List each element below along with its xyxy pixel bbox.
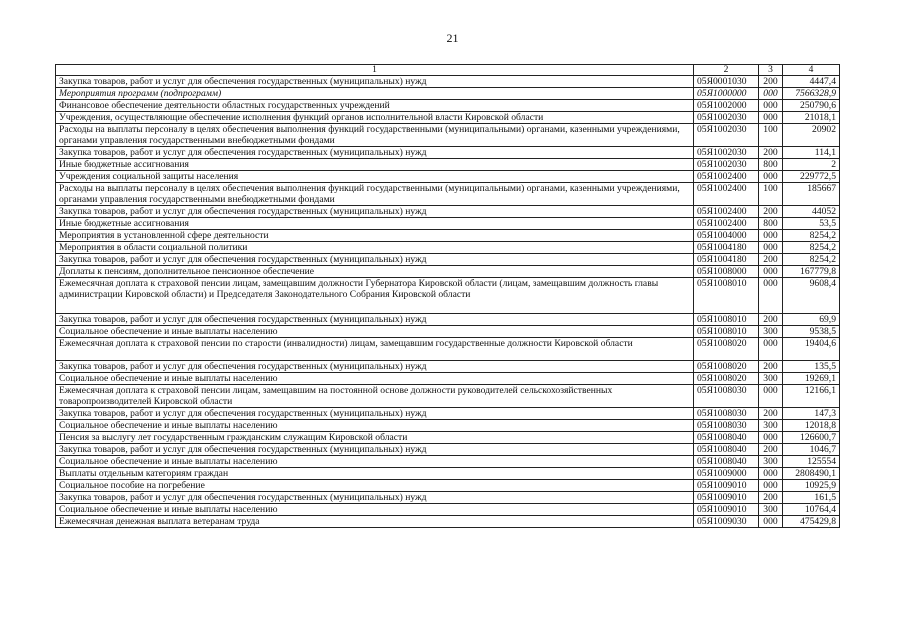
table-row	[56, 183, 840, 206]
row-name-cell: Учреждения социальной защиты населения	[56, 171, 694, 183]
row-sum-cell: 7566328,9	[783, 88, 840, 100]
column-header-code: 2	[694, 65, 759, 76]
row-code-cell: 05Я1009030	[694, 516, 759, 528]
row-sum-cell: 229772,5	[783, 171, 840, 183]
row-code-cell: 05Я1002030	[694, 124, 759, 147]
row-type-cell: 000	[759, 480, 783, 492]
row-type-cell: 000	[759, 385, 783, 408]
row-name-cell: Закупка товаров, работ и услуг для обеспечения государственных (муниципальных) нужд	[56, 492, 694, 504]
row-name-cell: Социальное обеспечение и иные выплаты населению	[56, 373, 694, 385]
table-row	[56, 266, 840, 278]
row-type-cell: 200	[759, 254, 783, 266]
row-name-cell: Иные бюджетные ассигнования	[56, 218, 694, 230]
table-row	[56, 326, 840, 338]
row-name-cell: Социальное обеспечение и иные выплаты населению	[56, 456, 694, 468]
row-sum-cell: 19269,1	[783, 373, 840, 385]
row-code-cell: 05Я1004180	[694, 254, 759, 266]
row-type-cell: 100	[759, 124, 783, 147]
row-type-cell: 200	[759, 408, 783, 420]
row-sum-cell: 135,5	[783, 361, 840, 373]
table-row	[56, 480, 840, 492]
row-type-cell: 000	[759, 278, 783, 314]
row-code-cell: 05Я1008040	[694, 432, 759, 444]
row-sum-cell: 475429,8	[783, 516, 840, 528]
row-name-cell: Мероприятия в области социальной политики	[56, 242, 694, 254]
table-row	[56, 100, 840, 112]
row-sum-cell: 2	[783, 159, 840, 171]
table-row	[56, 492, 840, 504]
column-header-name: 1	[56, 65, 694, 76]
row-name-cell: Закупка товаров, работ и услуг для обеспечения государственных (муниципальных) нужд	[56, 444, 694, 456]
row-type-cell: 300	[759, 326, 783, 338]
row-type-cell: 200	[759, 76, 783, 88]
row-name-cell: Мероприятия в установленной сфере деятельности	[56, 230, 694, 242]
table-row	[56, 206, 840, 218]
row-sum-cell: 250790,6	[783, 100, 840, 112]
row-name-cell: Закупка товаров, работ и услуг для обеспечения государственных (муниципальных) нужд	[56, 314, 694, 326]
row-sum-cell: 12166,1	[783, 385, 840, 408]
row-code-cell: 05Я1009010	[694, 504, 759, 516]
row-type-cell: 000	[759, 230, 783, 242]
row-code-cell: 05Я1008010	[694, 314, 759, 326]
row-code-cell: 05Я1008010	[694, 278, 759, 314]
row-code-cell: 05Я1004000	[694, 230, 759, 242]
table-row	[56, 420, 840, 432]
table-row	[56, 242, 840, 254]
row-name-cell: Расходы на выплаты персоналу в целях обеспечения выполнения функций государственными (муниципальными) органами, казенными учреждениями, органами управления государственными внебюджетными фондами	[56, 183, 694, 206]
row-code-cell: 05Я1008040	[694, 456, 759, 468]
row-sum-cell: 9608,4	[783, 278, 840, 314]
row-code-cell: 05Я1000000	[694, 88, 759, 100]
row-code-cell: 05Я1002400	[694, 183, 759, 206]
row-name-cell: Социальное обеспечение и иные выплаты населению	[56, 326, 694, 338]
table-row	[56, 444, 840, 456]
row-sum-cell: 4447,4	[783, 76, 840, 88]
row-code-cell: 05Я1008000	[694, 266, 759, 278]
row-name-cell: Финансовое обеспечение деятельности областных государственных учреждений	[56, 100, 694, 112]
row-sum-cell: 185667	[783, 183, 840, 206]
table-body	[56, 76, 840, 528]
row-code-cell: 05Я1002400	[694, 206, 759, 218]
table-row	[56, 76, 840, 88]
row-type-cell: 200	[759, 444, 783, 456]
row-sum-cell: 2808490,1	[783, 468, 840, 480]
table-row	[56, 338, 840, 361]
row-code-cell: 05Я1004180	[694, 242, 759, 254]
row-name-cell: Ежемесячная доплата к страховой пенсии лицам, замещавшим на постоянной основе должности руководителей сельскохозяйственных товаропроизводителей Кировской области	[56, 385, 694, 408]
row-name-cell: Закупка товаров, работ и услуг для обеспечения государственных (муниципальных) нужд	[56, 206, 694, 218]
table-row	[56, 88, 840, 100]
row-code-cell: 05Я1008020	[694, 361, 759, 373]
row-code-cell: 05Я1009000	[694, 468, 759, 480]
table-row	[56, 432, 840, 444]
row-sum-cell: 10764,4	[783, 504, 840, 516]
row-name-cell: Закупка товаров, работ и услуг для обеспечения государственных (муниципальных) нужд	[56, 76, 694, 88]
row-code-cell: 05Я1002030	[694, 147, 759, 159]
row-sum-cell: 1046,7	[783, 444, 840, 456]
table-row	[56, 124, 840, 147]
row-type-cell: 200	[759, 492, 783, 504]
row-type-cell: 300	[759, 504, 783, 516]
row-type-cell: 800	[759, 159, 783, 171]
row-type-cell: 200	[759, 206, 783, 218]
row-type-cell: 000	[759, 338, 783, 361]
row-code-cell: 05Я1002000	[694, 100, 759, 112]
row-name-cell: Социальное пособие на погребение	[56, 480, 694, 492]
row-type-cell: 200	[759, 314, 783, 326]
row-type-cell: 300	[759, 373, 783, 385]
row-type-cell: 000	[759, 88, 783, 100]
row-sum-cell: 20902	[783, 124, 840, 147]
table-row	[56, 456, 840, 468]
row-type-cell: 300	[759, 420, 783, 432]
row-name-cell: Социальное обеспечение и иные выплаты населению	[56, 420, 694, 432]
row-sum-cell: 10925,9	[783, 480, 840, 492]
table-row	[56, 147, 840, 159]
row-type-cell: 000	[759, 468, 783, 480]
row-type-cell: 000	[759, 171, 783, 183]
row-sum-cell: 8254,2	[783, 254, 840, 266]
budget-table	[55, 64, 840, 528]
row-type-cell: 100	[759, 183, 783, 206]
row-sum-cell: 19404,6	[783, 338, 840, 361]
table-row	[56, 112, 840, 124]
table-row	[56, 171, 840, 183]
row-sum-cell: 125554	[783, 456, 840, 468]
row-name-cell: Закупка товаров, работ и услуг для обеспечения государственных (муниципальных) нужд	[56, 361, 694, 373]
table-row	[56, 361, 840, 373]
row-code-cell: 05Я1008020	[694, 373, 759, 385]
table-row	[56, 278, 840, 314]
table-row	[56, 504, 840, 516]
row-code-cell: 05Я1002400	[694, 171, 759, 183]
row-name-cell: Закупка товаров, работ и услуг для обеспечения государственных (муниципальных) нужд	[56, 408, 694, 420]
table-row	[56, 516, 840, 528]
row-sum-cell: 126600,7	[783, 432, 840, 444]
row-name-cell: Ежемесячная доплата к страховой пенсии по старости (инвалидности) лицам, замещавшим государственные должности Кировской области	[56, 338, 694, 361]
row-sum-cell: 161,5	[783, 492, 840, 504]
row-name-cell: Выплаты отдельным категориям граждан	[56, 468, 694, 480]
table-row	[56, 159, 840, 171]
row-sum-cell: 44052	[783, 206, 840, 218]
row-sum-cell: 167779,8	[783, 266, 840, 278]
row-name-cell: Ежемесячная денежная выплата ветеранам труда	[56, 516, 694, 528]
row-name-cell: Ежемесячная доплата к страховой пенсии лицам, замещавшим должности Губернатора Кировской области (лицам, замещавшим должность главы администрации Кировской области) и Председателя Законодательного Собрания Кировской области	[56, 278, 694, 314]
row-type-cell: 000	[759, 112, 783, 124]
row-code-cell: 05Я1008040	[694, 444, 759, 456]
row-name-cell: Социальное обеспечение и иные выплаты населению	[56, 504, 694, 516]
row-type-cell: 200	[759, 361, 783, 373]
table-row	[56, 468, 840, 480]
row-code-cell: 05Я1009010	[694, 480, 759, 492]
page-number: 21	[446, 31, 459, 45]
row-sum-cell: 114,1	[783, 147, 840, 159]
row-name-cell: Мероприятия программ (подпрограмм)	[56, 88, 694, 100]
row-type-cell: 000	[759, 516, 783, 528]
row-type-cell: 800	[759, 218, 783, 230]
row-name-cell: Учреждения, осуществляющие обеспечение исполнения функций органов исполнительной власти Кировской области	[56, 112, 694, 124]
row-code-cell: 05Я1008010	[694, 326, 759, 338]
row-sum-cell: 53,5	[783, 218, 840, 230]
row-name-cell: Расходы на выплаты персоналу в целях обеспечения выполнения функций государственными (муниципальными) органами, казенными учреждениями, органами управления государственными внебюджетными фондами	[56, 124, 694, 147]
row-code-cell: 05Я0001030	[694, 76, 759, 88]
table-row	[56, 254, 840, 266]
row-name-cell: Закупка товаров, работ и услуг для обеспечения государственных (муниципальных) нужд	[56, 147, 694, 159]
row-name-cell: Закупка товаров, работ и услуг для обеспечения государственных (муниципальных) нужд	[56, 254, 694, 266]
row-type-cell: 000	[759, 100, 783, 112]
row-code-cell: 05Я1008030	[694, 408, 759, 420]
row-sum-cell: 9538,5	[783, 326, 840, 338]
row-code-cell: 05Я1002400	[694, 218, 759, 230]
row-type-cell: 300	[759, 456, 783, 468]
row-sum-cell: 69,9	[783, 314, 840, 326]
table-row	[56, 408, 840, 420]
row-code-cell: 05Я1002030	[694, 159, 759, 171]
row-code-cell: 05Я1008030	[694, 420, 759, 432]
table-header	[56, 65, 840, 76]
row-name-cell: Пенсия за выслугу лет государственным гражданским служащим Кировской области	[56, 432, 694, 444]
row-sum-cell: 8254,2	[783, 230, 840, 242]
header-row	[56, 65, 840, 76]
row-code-cell: 05Я1002030	[694, 112, 759, 124]
table-row	[56, 373, 840, 385]
column-header-sum: 4	[783, 65, 840, 76]
row-sum-cell: 8254,2	[783, 242, 840, 254]
row-name-cell: Доплаты к пенсиям, дополнительное пенсионное обеспечение	[56, 266, 694, 278]
row-type-cell: 000	[759, 242, 783, 254]
row-type-cell: 200	[759, 147, 783, 159]
table-row	[56, 230, 840, 242]
row-sum-cell: 21018,1	[783, 112, 840, 124]
row-code-cell: 05Я1009010	[694, 492, 759, 504]
row-name-cell: Иные бюджетные ассигнования	[56, 159, 694, 171]
table-row	[56, 314, 840, 326]
row-code-cell: 05Я1008030	[694, 385, 759, 408]
table-row	[56, 218, 840, 230]
row-code-cell: 05Я1008020	[694, 338, 759, 361]
table-row	[56, 385, 840, 408]
row-sum-cell: 147,3	[783, 408, 840, 420]
row-sum-cell: 12018,8	[783, 420, 840, 432]
row-type-cell: 000	[759, 432, 783, 444]
row-type-cell: 000	[759, 266, 783, 278]
column-header-type: 3	[759, 65, 783, 76]
